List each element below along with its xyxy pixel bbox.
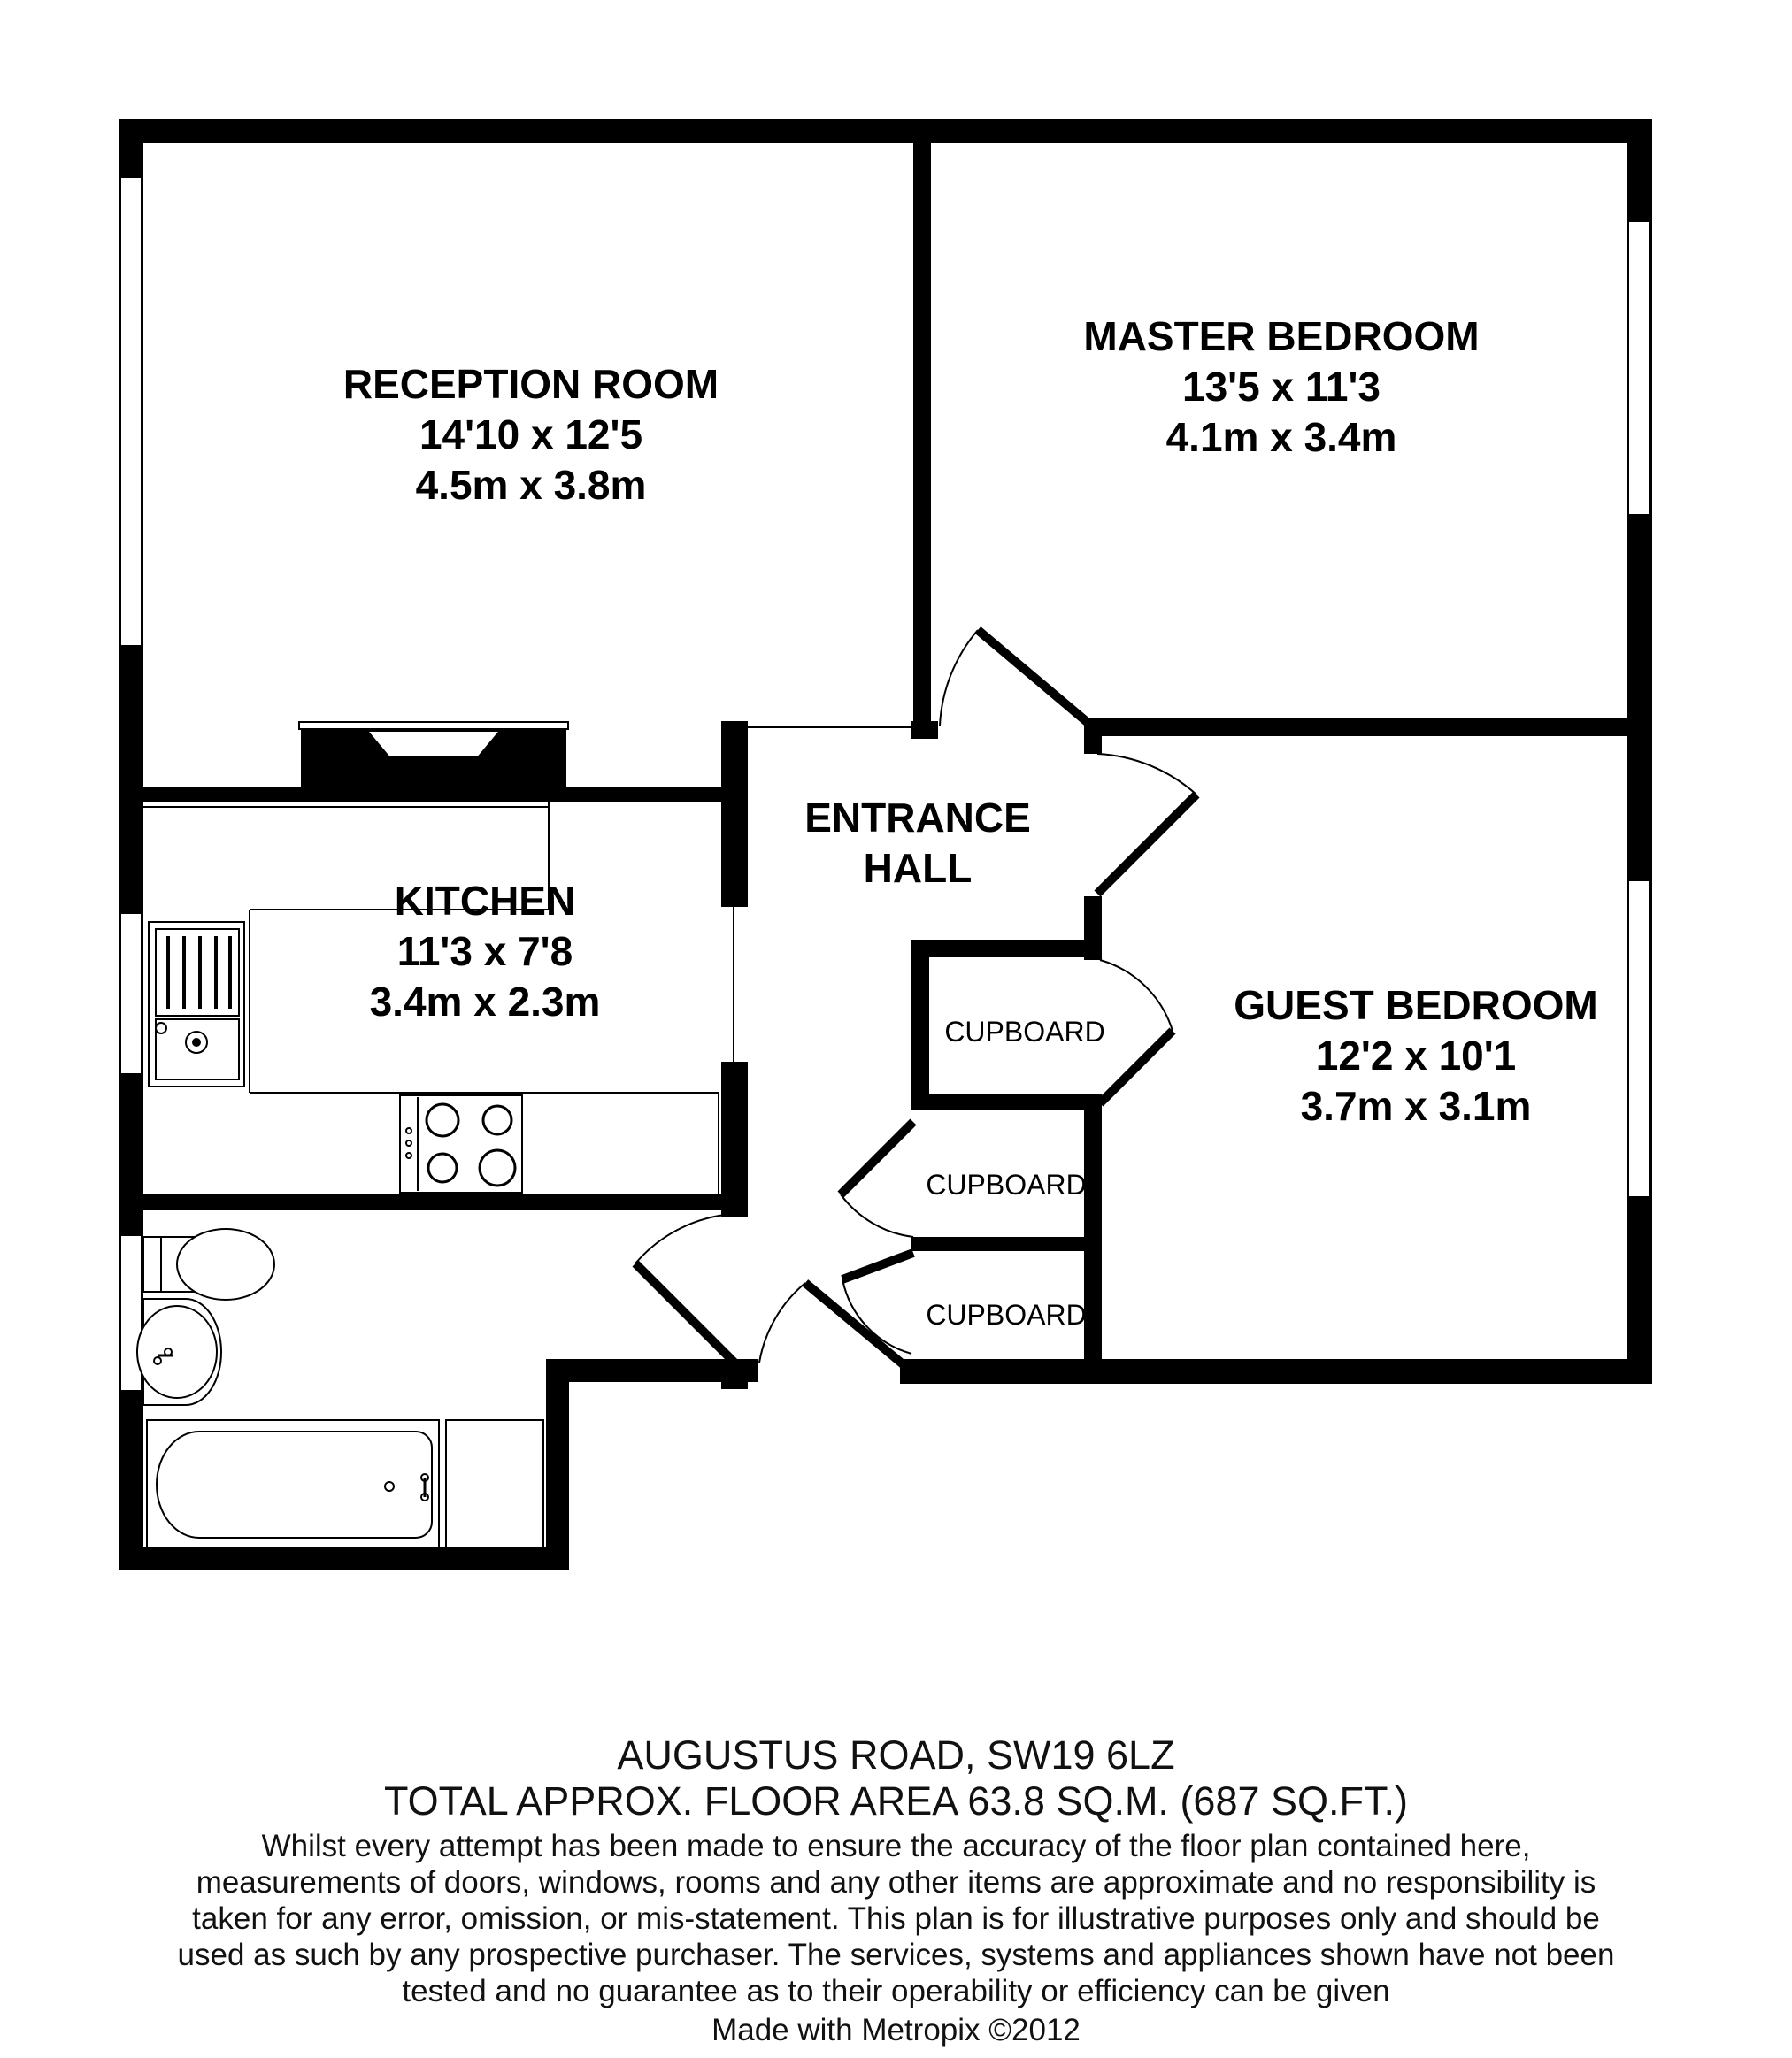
interior-walls — [119, 119, 1652, 1389]
guest-bedroom-label — [1234, 982, 1597, 1129]
entrance-hall-label — [804, 795, 1031, 891]
sink-icon — [149, 922, 244, 1087]
cupboard-labels — [926, 1016, 1104, 1331]
cupboard-label-3: CUPBOARD — [926, 1299, 1087, 1331]
kitchen-name: KITCHEN — [394, 878, 576, 924]
cupboard-label-2: CUPBOARD — [926, 1169, 1087, 1201]
kitchen-metric: 3.4m x 2.3m — [369, 979, 601, 1025]
hob-icon — [400, 1095, 522, 1193]
guest-bedroom-name: GUEST BEDROOM — [1234, 982, 1598, 1028]
bathroom-window — [120, 1235, 142, 1391]
kitchen-label — [370, 878, 601, 1025]
master-bedroom-metric: 4.1m x 3.4m — [1165, 414, 1397, 460]
entrance-hall-name-line2: HALL — [863, 845, 973, 891]
metropix-credit: Made with Metropix ©2012 — [711, 2013, 1081, 2047]
master-window — [1628, 221, 1650, 515]
master-bedroom-imperial: 13'5 x 11'3 — [1182, 364, 1381, 410]
cupboard-label-1: CUPBOARD — [944, 1016, 1105, 1048]
kitchen-imperial: 11'3 x 7'8 — [396, 928, 573, 974]
disclaimer-text: Whilst every attempt has been made to ensure the accuracy of the floor plan contained here, measurements of doors, windows, rooms and any other items are approximate and no responsibility is taken for any error, omission, or mis-statement. This plan is for illustrative purposes only and should be used as such by any prospective purchaser. The services, systems and appliances shown have not been tested and no guarantee as to their operability or efficiency can be given — [177, 1829, 1615, 2008]
entrance-hall-name-line1: ENTRANCE — [804, 795, 1031, 841]
guest-window — [1628, 880, 1650, 1197]
guest-bedroom-metric: 3.7m x 3.1m — [1300, 1083, 1532, 1129]
reception-room-name: RECEPTION ROOM — [342, 361, 719, 407]
master-bedroom-label — [1083, 313, 1479, 460]
reception-window — [120, 177, 142, 646]
total-floor-area: TOTAL APPROX. FLOOR AREA 63.8 SQ.M. (687 SQ.FT.) — [383, 1778, 1409, 1824]
basin-icon — [137, 1299, 221, 1405]
master-bedroom-name: MASTER BEDROOM — [1083, 313, 1480, 359]
reception-room-imperial: 14'10 x 12'5 — [419, 411, 643, 457]
bath-icon — [147, 1420, 543, 1548]
guest-bedroom-imperial: 12'2 x 10'1 — [1315, 1033, 1517, 1079]
property-address: AUGUSTUS ROAD, SW19 6LZ — [617, 1732, 1175, 1778]
reception-room-label — [343, 361, 719, 508]
bathroom-fittings — [137, 1229, 543, 1548]
reception-room-metric: 4.5m x 3.8m — [415, 462, 647, 508]
kitchen-window — [120, 913, 142, 1074]
toilet-icon — [143, 1229, 274, 1300]
